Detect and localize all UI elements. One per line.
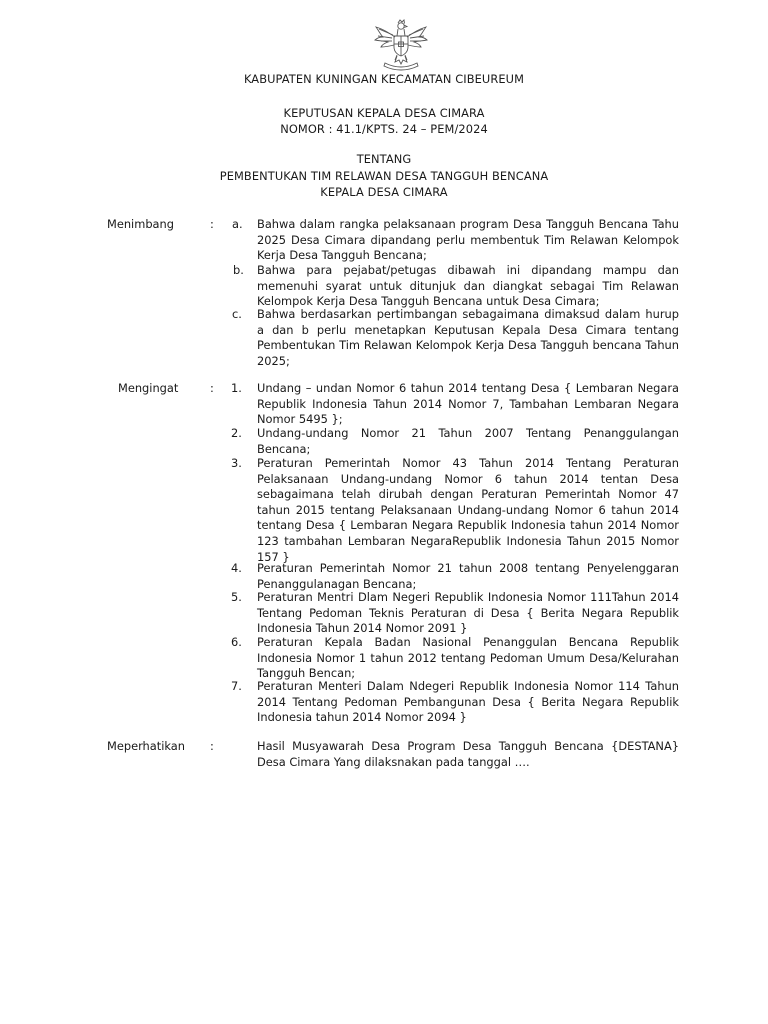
memperhatikan-text: Hasil Musyawarah Desa Program Desa Tangguh Bencana {DESTANA} Desa Cimara Yang dilaksnakan pada tanggal ….	[257, 739, 679, 769]
mengingat-marker-3: 3.	[231, 456, 242, 470]
mengingat-marker-4: 4.	[231, 561, 242, 575]
mengingat-label: Mengingat	[118, 381, 179, 395]
mengingat-item-4: Peraturan Pemerintah Nomor 21 tahun 2008 tentang Penyelenggaran Penanggulanagan Bencana;	[257, 561, 679, 591]
memperhatikan-colon: :	[210, 739, 214, 753]
mengingat-marker-1: 1.	[231, 381, 242, 395]
mengingat-item-3: Peraturan Pemerintah Nomor 43 Tahun 2014 Tentang Peraturan Pelaksanaan Undang-undang Nomor 6 tahun 2014 tentan Desa sebagaimana telah dirubah dengan Peraturan Pemerintah Nomor 47 tahun 2015 tentang Pelaksanaan Undang-undang Nomor 6 tahun 2014 tentang Desa { Lembaran Negara Republik Indonesia tahun 2014 Nomor 123 tambahan Lembaran NegaraRepublik Indonesia Tahun 2015 Nomor 157 }	[257, 456, 679, 564]
menimbang-marker-b: b.	[233, 263, 244, 277]
menimbang-item-c: Bahwa berdasarkan pertimbangan sebagaimana dimaksud dalam hurup a dan b perlu menetapkan Keputusan Kepala Desa Cimara tentang Pembentukan Tim Relawan Kelompok Kerja Desa Tangguh bencana Tahun 2025;	[257, 307, 679, 368]
decree-number: NOMOR : 41.1/KPTS. 24 – PEM/2024	[280, 122, 488, 136]
menimbang-marker-c: c.	[232, 307, 242, 321]
memperhatikan-label: Meperhatikan	[107, 739, 185, 753]
mengingat-item-6: Peraturan Kepala Badan Nasional Penanggulan Bencana Republik Indonesia Nomor 1 tahun 2012 tentang Pedoman Umum Desa/Kelurahan Tangguh Bencan;	[257, 635, 679, 681]
mengingat-item-7: Peraturan Menteri Dalam Ndegeri Republik Indonesia Nomor 114 Tahun 2014 Tentang Pedoman Pembangunan Desa { Berita Negara Republik Indonesia tahun 2014 Nomor 2094 }	[257, 679, 679, 725]
mengingat-colon: :	[210, 381, 214, 395]
decree-title: KEPUTUSAN KEPALA DESA CIMARA	[283, 106, 485, 120]
decree-signatory: KEPALA DESA CIMARA	[320, 185, 448, 199]
regency-title: KABUPATEN KUNINGAN KECAMATAN CIBEUREUM	[243, 72, 525, 86]
menimbang-label: Menimbang	[107, 217, 174, 231]
menimbang-item-a: Bahwa dalam rangka pelaksanaan program Desa Tangguh Bencana Tahu 2025 Desa Cimara dipandang perlu membentuk Tim Relawan Kelompok Kerja Desa Tangguh Bencana;	[257, 217, 679, 263]
garuda-emblem-icon	[371, 19, 431, 71]
mengingat-marker-5: 5.	[231, 590, 242, 604]
about-heading: TENTANG	[356, 152, 412, 166]
mengingat-marker-6: 6.	[231, 635, 242, 649]
mengingat-marker-2: 2.	[231, 426, 242, 440]
menimbang-colon: :	[210, 217, 214, 231]
mengingat-item-5: Peraturan Mentri Dlam Negeri Republik Indonesia Nomor 111Tahun 2014 Tentang Pedoman Teknis Peraturan di Desa { Berita Negara Republik Indonesia Tahun 2014 Nomor 2091 }	[257, 590, 679, 636]
menimbang-marker-a: a.	[232, 217, 243, 231]
decree-subject: PEMBENTUKAN TIM RELAWAN DESA TANGGUH BENCANA	[219, 169, 549, 183]
mengingat-item-2: Undang-undang Nomor 21 Tahun 2007 Tentang Penanggulangan Bencana;	[257, 426, 679, 456]
menimbang-item-b: Bahwa para pejabat/petugas dibawah ini dipandang mampu dan memenuhi syarat untuk ditunjuk dan diangkat sebagai Tim Relawan Kelompok Kerja Desa Tangguh Bencana untuk Desa Cimara;	[257, 263, 679, 309]
mengingat-marker-7: 7.	[231, 679, 242, 693]
mengingat-item-1: Undang – undan Nomor 6 tahun 2014 tentang Desa { Lembaran Negara Republik Indonesia Tahun 2014 Nomor 7, Tambahan Lembaran Negara Nomor 5495 };	[257, 381, 679, 427]
